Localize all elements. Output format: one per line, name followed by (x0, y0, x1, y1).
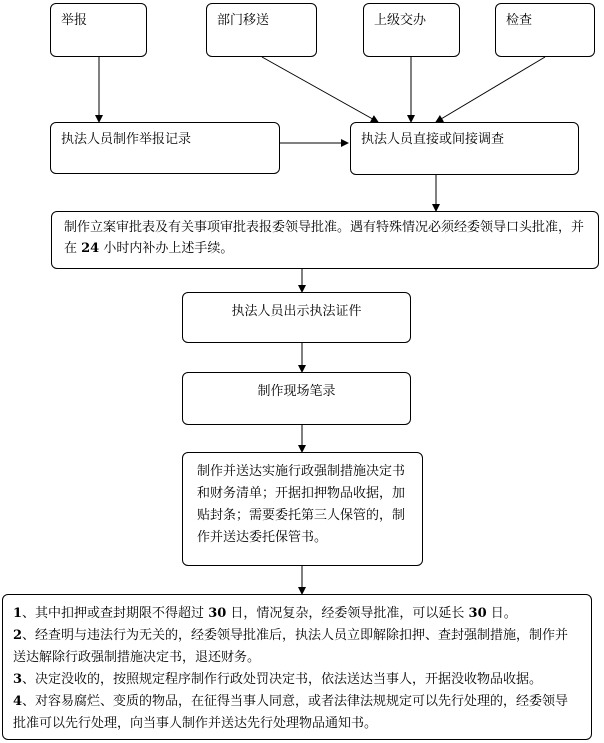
source-superior-label: 上级交办 (374, 13, 427, 28)
source-transfer-label: 部门移送 (217, 13, 270, 28)
arrow-transfer-to-investigate (262, 57, 378, 122)
approval-hours: 24 (81, 241, 100, 256)
certificate-box (182, 292, 411, 343)
note-item: 2、经查明与违法行为无关的，经委领导批准后，执法人员立即解除扣押、查封强制措施，制作并送达解除行政强制措施决定书，退还财务。 (13, 628, 569, 665)
note-item: 3、决定没收的，按照规定程序制作行政处罚决定书，依法送达当事人，开据没收物品收据。 (13, 672, 543, 687)
measures-text: 制作并送达实施行政强制措施决定书和财务清单；开据扣押物品收据，加贴封条；需要委托第三人保管的，制作并送达委托保管书。 (197, 464, 406, 545)
investigate-label: 执法人员直接或间接调查 (361, 132, 505, 147)
onsite-record-box (182, 372, 411, 425)
certificate-label: 执法人员出示执法证件 (231, 304, 362, 319)
arrow-inspect-to-investigate (436, 57, 545, 122)
onsite-record-label: 制作现场笔录 (257, 384, 336, 399)
source-inspect-box (495, 3, 595, 57)
notes-box (2, 594, 592, 740)
measures-box (182, 452, 423, 566)
note-item: 1、其中扣押或查封期限不得超过 30 日，情况复杂，经委领导批准，可以延长 30 日。 (13, 606, 517, 621)
investigate-box (350, 122, 579, 175)
approval-text: 制作立案审批表及有关事项审批表报委领导批准。遇有特殊情况必须经委领导口头批准，并在 24 小时内补办上述手续。 (64, 220, 585, 256)
record-box (50, 122, 280, 174)
source-inspect-label: 检查 (506, 13, 533, 28)
approval-box (51, 211, 599, 269)
record-label: 执法人员制作举报记录 (61, 132, 192, 147)
note-item: 4、对容易腐烂、变质的物品，在征得当事人同意，或者法律法规规定可以先行处理的，经委领导批准可以先行处理，向当事人制作并送达先行处理物品通知书。 (13, 694, 569, 731)
source-superior-box (363, 3, 460, 57)
source-report-label: 举报 (61, 13, 88, 28)
source-report-box (50, 3, 147, 57)
source-transfer-box (206, 3, 317, 57)
